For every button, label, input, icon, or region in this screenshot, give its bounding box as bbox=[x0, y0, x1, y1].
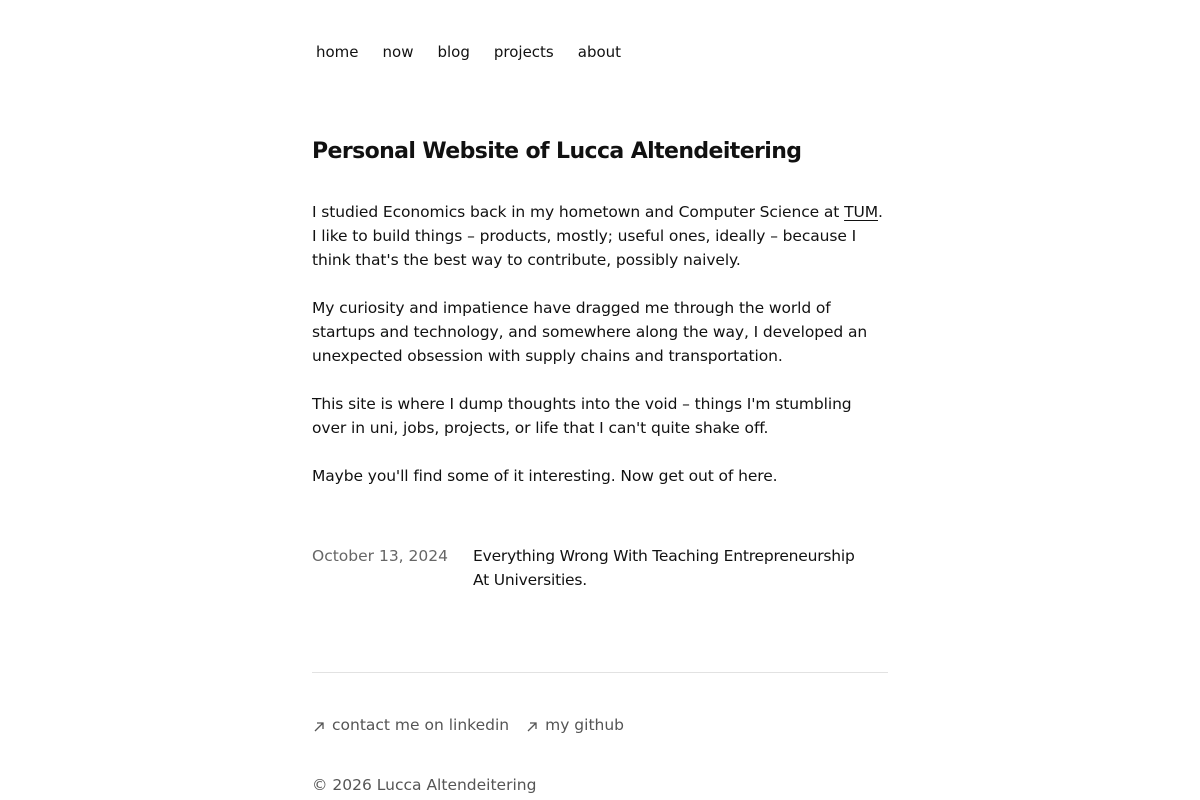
copyright: © 2026 Lucca Altendeitering bbox=[312, 776, 537, 794]
top-nav bbox=[316, 40, 621, 64]
nav-item-blog[interactable]: blog bbox=[437, 43, 470, 61]
linkedin-link-label: contact me on linkedin bbox=[332, 716, 510, 734]
intro-paragraph-4: Maybe you'll find some of it interesting. Now get out of here. bbox=[312, 467, 778, 485]
post-date: October 13, 2024 bbox=[312, 547, 448, 565]
footer-links bbox=[312, 713, 624, 737]
github-link[interactable] bbox=[525, 713, 624, 737]
nav-item-home[interactable]: home bbox=[316, 43, 359, 61]
intro-paragraph-2: My curiosity and impatience have dragged me through the world of startups and technology, and somewhere along the way, I developed an unexpected obsession with supply chains and transportation. bbox=[312, 299, 868, 365]
list-item bbox=[312, 544, 888, 592]
nav-item-projects[interactable]: projects bbox=[493, 43, 554, 61]
nav-item-about[interactable]: about bbox=[577, 43, 622, 61]
github-link-label: my github bbox=[545, 716, 625, 734]
intro-paragraph-1 bbox=[312, 200, 888, 272]
intro-text-before-link: I studied Economics back in my hometown and Computer Science at bbox=[312, 203, 845, 221]
intro-paragraph-3: This site is where I dump thoughts into the void – things I'm stumbling over in uni, jobs, projects, or life that I can't quite shake off. bbox=[312, 395, 852, 437]
page-title: Personal Website of Lucca Altendeitering bbox=[312, 139, 802, 164]
intro-text-after-link: . I like to build things – products, mostly; useful ones, ideally – because I think that's the best way to contribute, possibly naively. bbox=[312, 203, 883, 269]
nav-item-now[interactable]: now bbox=[382, 43, 414, 61]
intro-text bbox=[312, 200, 888, 512]
linkedin-link[interactable] bbox=[312, 713, 509, 737]
footer-divider bbox=[312, 672, 888, 673]
post-list bbox=[312, 544, 888, 592]
post-title-link[interactable]: Everything Wrong With Teaching Entrepreneurship At Universities. bbox=[473, 547, 855, 589]
tum-link[interactable]: TUM bbox=[844, 203, 878, 221]
arrow-up-right-icon bbox=[525, 720, 539, 734]
arrow-up-right-icon bbox=[312, 720, 326, 734]
